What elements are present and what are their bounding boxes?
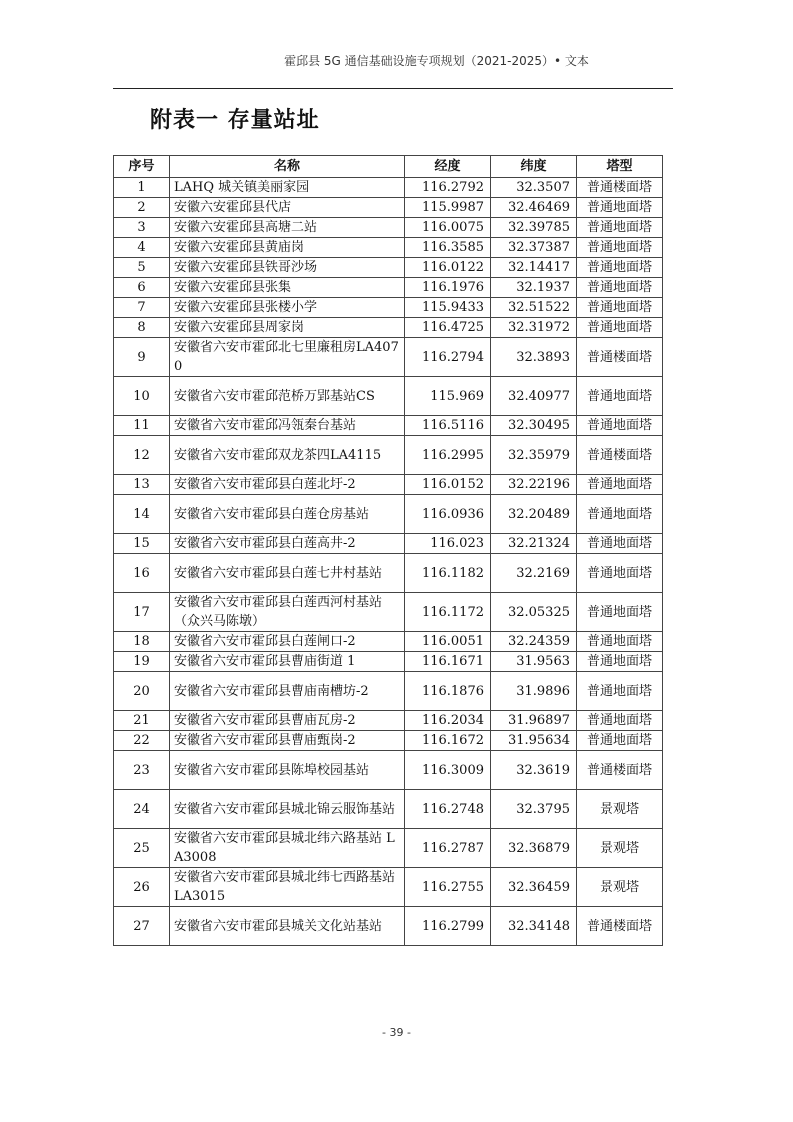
cell-no: 1: [114, 178, 170, 198]
station-table: [113, 155, 663, 946]
cell-no: 23: [114, 751, 170, 790]
cell-tower-type: 普通地面塔: [577, 238, 663, 258]
cell-name: 安徽省六安市霍邱县曹庙甄岗-2: [170, 731, 405, 751]
cell-tower-type: 普通楼面塔: [577, 436, 663, 475]
cell-name: 安徽六安霍邱县铁哥沙场: [170, 258, 405, 278]
cell-longitude: 116.1182: [405, 554, 491, 593]
table-row: [114, 178, 663, 198]
table-header-row: [114, 156, 663, 178]
cell-latitude: 31.96897: [491, 711, 577, 731]
table-row: [114, 593, 663, 632]
cell-tower-type: 普通地面塔: [577, 711, 663, 731]
cell-name: 安徽六安霍邱县张楼小学: [170, 298, 405, 318]
cell-no: 6: [114, 278, 170, 298]
cell-tower-type: 普通楼面塔: [577, 907, 663, 946]
page-header: 霍邱县 5G 通信基础设施专项规划（2021-2025）• 文本: [284, 54, 589, 68]
cell-no: 8: [114, 318, 170, 338]
cell-longitude: 116.3009: [405, 751, 491, 790]
cell-tower-type: 普通地面塔: [577, 258, 663, 278]
header-divider: [113, 88, 673, 89]
cell-no: 9: [114, 338, 170, 377]
table-row: [114, 198, 663, 218]
cell-no: 4: [114, 238, 170, 258]
cell-tower-type: 普通地面塔: [577, 731, 663, 751]
cell-longitude: 116.1976: [405, 278, 491, 298]
cell-no: 20: [114, 672, 170, 711]
cell-latitude: 31.9896: [491, 672, 577, 711]
cell-latitude: 32.31972: [491, 318, 577, 338]
page-number: - 39 -: [382, 1026, 411, 1039]
cell-tower-type: 普通地面塔: [577, 475, 663, 495]
cell-latitude: 32.3893: [491, 338, 577, 377]
cell-no: 15: [114, 534, 170, 554]
cell-longitude: 116.2034: [405, 711, 491, 731]
table-row: [114, 652, 663, 672]
cell-longitude: 116.3585: [405, 238, 491, 258]
cell-longitude: 116.2787: [405, 829, 491, 868]
cell-name: 安徽六安霍邱县周家岗: [170, 318, 405, 338]
table-row: [114, 731, 663, 751]
cell-name: 安徽省六安市霍邱北七里廉租房LA4070: [170, 338, 405, 377]
cell-latitude: 32.51522: [491, 298, 577, 318]
table-row: [114, 318, 663, 338]
cell-tower-type: 普通地面塔: [577, 198, 663, 218]
cell-name: 安徽省六安市霍邱县白莲北圩-2: [170, 475, 405, 495]
cell-no: 21: [114, 711, 170, 731]
table-row: [114, 632, 663, 652]
cell-latitude: 32.21324: [491, 534, 577, 554]
page-title: 附表一 存量站址: [150, 108, 320, 133]
cell-longitude: 115.969: [405, 377, 491, 416]
cell-name: 安徽省六安市霍邱县白莲七井村基站: [170, 554, 405, 593]
cell-no: 5: [114, 258, 170, 278]
cell-no: 10: [114, 377, 170, 416]
cell-no: 13: [114, 475, 170, 495]
cell-latitude: 32.40977: [491, 377, 577, 416]
cell-tower-type: 普通地面塔: [577, 672, 663, 711]
table-row: [114, 238, 663, 258]
cell-latitude: 32.36879: [491, 829, 577, 868]
cell-tower-type: 普通地面塔: [577, 632, 663, 652]
cell-name: LAHQ 城关镇美丽家园: [170, 178, 405, 198]
cell-name: 安徽省六安市霍邱范桥万郢基站CS: [170, 377, 405, 416]
cell-longitude: 116.4725: [405, 318, 491, 338]
cell-name: 安徽省六安市霍邱县城北纬六路基站 LA3008: [170, 829, 405, 868]
header-longitude: 经度: [405, 156, 491, 178]
cell-name: 安徽省六安市霍邱冯瓴秦台基站: [170, 416, 405, 436]
cell-longitude: 116.1876: [405, 672, 491, 711]
cell-tower-type: 普通地面塔: [577, 593, 663, 632]
cell-latitude: 32.3507: [491, 178, 577, 198]
cell-no: 16: [114, 554, 170, 593]
cell-name: 安徽省六安市霍邱县曹庙瓦房-2: [170, 711, 405, 731]
cell-no: 7: [114, 298, 170, 318]
cell-longitude: 116.0051: [405, 632, 491, 652]
cell-latitude: 32.05325: [491, 593, 577, 632]
cell-no: 25: [114, 829, 170, 868]
cell-latitude: 32.20489: [491, 495, 577, 534]
cell-tower-type: 普通地面塔: [577, 278, 663, 298]
cell-longitude: 116.2995: [405, 436, 491, 475]
cell-tower-type: 普通地面塔: [577, 495, 663, 534]
cell-tower-type: 普通地面塔: [577, 318, 663, 338]
cell-latitude: 32.1937: [491, 278, 577, 298]
cell-latitude: 32.24359: [491, 632, 577, 652]
cell-longitude: 116.2794: [405, 338, 491, 377]
cell-tower-type: 景观塔: [577, 829, 663, 868]
table-row: [114, 436, 663, 475]
cell-latitude: 32.22196: [491, 475, 577, 495]
header-no: 序号: [114, 156, 170, 178]
cell-latitude: 32.3619: [491, 751, 577, 790]
cell-longitude: 116.2799: [405, 907, 491, 946]
cell-latitude: 32.14417: [491, 258, 577, 278]
cell-no: 24: [114, 790, 170, 829]
table-row: [114, 868, 663, 907]
cell-name: 安徽省六安市霍邱县白莲闸口-2: [170, 632, 405, 652]
cell-no: 2: [114, 198, 170, 218]
cell-latitude: 32.36459: [491, 868, 577, 907]
cell-latitude: 32.35979: [491, 436, 577, 475]
cell-latitude: 32.39785: [491, 218, 577, 238]
cell-tower-type: 普通楼面塔: [577, 751, 663, 790]
cell-longitude: 116.1672: [405, 731, 491, 751]
cell-latitude: 31.95634: [491, 731, 577, 751]
cell-tower-type: 普通楼面塔: [577, 338, 663, 377]
cell-name: 安徽省六安市霍邱县陈埠校园基站: [170, 751, 405, 790]
cell-longitude: 116.0122: [405, 258, 491, 278]
cell-latitude: 32.2169: [491, 554, 577, 593]
cell-no: 14: [114, 495, 170, 534]
cell-longitude: 115.9433: [405, 298, 491, 318]
cell-longitude: 116.2748: [405, 790, 491, 829]
cell-longitude: 116.5116: [405, 416, 491, 436]
table-row: [114, 278, 663, 298]
cell-tower-type: 普通地面塔: [577, 534, 663, 554]
cell-tower-type: 景观塔: [577, 790, 663, 829]
header-latitude: 纬度: [491, 156, 577, 178]
cell-name: 安徽省六安市霍邱县白莲高井-2: [170, 534, 405, 554]
table-row: [114, 672, 663, 711]
header-tower-type: 塔型: [577, 156, 663, 178]
table-row: [114, 829, 663, 868]
cell-tower-type: 普通地面塔: [577, 554, 663, 593]
cell-name: 安徽省六安市霍邱县曹庙街道 1: [170, 652, 405, 672]
cell-longitude: 116.1671: [405, 652, 491, 672]
cell-tower-type: 普通地面塔: [577, 298, 663, 318]
cell-no: 19: [114, 652, 170, 672]
cell-no: 27: [114, 907, 170, 946]
cell-name: 安徽六安霍邱县代店: [170, 198, 405, 218]
cell-no: 11: [114, 416, 170, 436]
table-row: [114, 534, 663, 554]
cell-name: 安徽省六安市霍邱县城北锦云服饰基站: [170, 790, 405, 829]
cell-tower-type: 普通楼面塔: [577, 178, 663, 198]
cell-latitude: 32.34148: [491, 907, 577, 946]
cell-name: 安徽省六安市霍邱县城北纬七西路基站 LA3015: [170, 868, 405, 907]
cell-latitude: 32.3795: [491, 790, 577, 829]
cell-no: 17: [114, 593, 170, 632]
cell-no: 22: [114, 731, 170, 751]
table-row: [114, 711, 663, 731]
cell-name: 安徽六安霍邱县高塘二站: [170, 218, 405, 238]
cell-longitude: 116.0075: [405, 218, 491, 238]
cell-name: 安徽六安霍邱县张集: [170, 278, 405, 298]
cell-no: 26: [114, 868, 170, 907]
cell-longitude: 115.9987: [405, 198, 491, 218]
cell-longitude: 116.2755: [405, 868, 491, 907]
cell-name: 安徽省六安市霍邱县白莲西河村基站（众兴马陈墩）: [170, 593, 405, 632]
cell-no: 12: [114, 436, 170, 475]
table-row: [114, 790, 663, 829]
cell-latitude: 32.30495: [491, 416, 577, 436]
cell-name: 安徽六安霍邱县黄庙岗: [170, 238, 405, 258]
cell-name: 安徽省六安市霍邱双龙茶四LA4115: [170, 436, 405, 475]
table-row: [114, 416, 663, 436]
table-row: [114, 554, 663, 593]
cell-longitude: 116.2792: [405, 178, 491, 198]
table-row: [114, 475, 663, 495]
table-row: [114, 338, 663, 377]
cell-tower-type: 普通地面塔: [577, 652, 663, 672]
cell-latitude: 32.46469: [491, 198, 577, 218]
cell-tower-type: 景观塔: [577, 868, 663, 907]
cell-longitude: 116.0936: [405, 495, 491, 534]
cell-longitude: 116.023: [405, 534, 491, 554]
cell-name: 安徽省六安市霍邱县白莲仓房基站: [170, 495, 405, 534]
cell-name: 安徽省六安市霍邱县城关文化站基站: [170, 907, 405, 946]
cell-tower-type: 普通地面塔: [577, 377, 663, 416]
cell-name: 安徽省六安市霍邱县曹庙南槽坊-2: [170, 672, 405, 711]
table-row: [114, 907, 663, 946]
cell-latitude: 31.9563: [491, 652, 577, 672]
cell-no: 3: [114, 218, 170, 238]
table-row: [114, 495, 663, 534]
table-row: [114, 258, 663, 278]
cell-tower-type: 普通地面塔: [577, 416, 663, 436]
cell-tower-type: 普通地面塔: [577, 218, 663, 238]
cell-no: 18: [114, 632, 170, 652]
cell-longitude: 116.1172: [405, 593, 491, 632]
cell-latitude: 32.37387: [491, 238, 577, 258]
table-body: [114, 178, 663, 946]
header-name: 名称: [170, 156, 405, 178]
table-row: [114, 751, 663, 790]
table-row: [114, 218, 663, 238]
table-row: [114, 298, 663, 318]
cell-longitude: 116.0152: [405, 475, 491, 495]
table-row: [114, 377, 663, 416]
